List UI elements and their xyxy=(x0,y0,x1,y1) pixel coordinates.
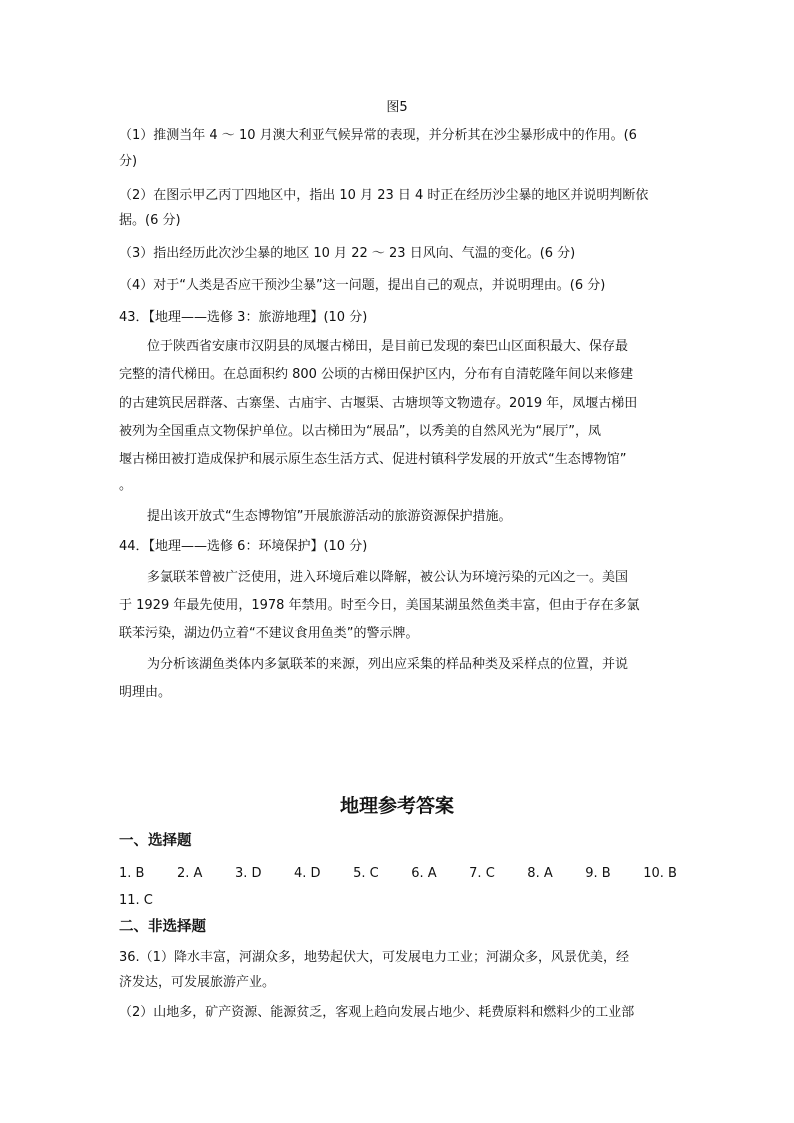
q43-task: 提出该开放式“生态博物馆”开展旅游活动的旅游资源保护措施。 xyxy=(147,509,512,524)
q42-1-line2: 分) xyxy=(119,154,138,169)
mc-answer: 10. B xyxy=(643,866,677,881)
q43-para-line: 位于陕西省安康市汉阴县的凤堰古梯田，是目前已发现的秦巴山区面积最大、保存最 xyxy=(147,339,629,354)
section-heading: 一、选择题 xyxy=(119,833,192,849)
mc-answer: 11. C xyxy=(119,893,153,908)
q43-para-line: 堰古梯田被打造成保护和展示原生态生活方式、促进村镇科学发展的开放式“生态博物馆” xyxy=(119,452,627,467)
q43-para-line: 。 xyxy=(119,478,133,493)
section-heading: 二、非选择题 xyxy=(119,919,206,935)
mc-answer: 7. C xyxy=(469,866,495,881)
q42-3: （3）指出经历此次沙尘暴的地区 10 月 22 ～ 23 日风向、气温的变化。(6 分) xyxy=(119,246,576,261)
mc-answer: 1. B xyxy=(119,866,145,881)
q42-4: （4）对于“人类是否应干预沙尘暴”这一问题，提出自己的观点，并说明理由。(6 分) xyxy=(119,278,606,293)
q44-heading: 44．【地理——选修 6：环境保护】(10 分) xyxy=(119,539,368,554)
q44-task-line: 明理由。 xyxy=(119,685,172,700)
mc-answer: 2. A xyxy=(176,866,203,881)
q43-heading: 43．【地理——选修 3：旅游地理】(10 分) xyxy=(119,310,368,325)
mc-answer: 6. A xyxy=(411,866,437,881)
mc-answers-row xyxy=(119,864,677,884)
mc-answer: 8. A xyxy=(527,866,553,881)
q44-para-line: 于 1929 年最先使用，1978 年禁用。时至今日，美国某湖虽然鱼类丰富，但由于存在多氯 xyxy=(119,598,640,613)
q42-2-line2: 据。(6 分) xyxy=(119,213,181,228)
q43-para-line: 被列为全国重点文物保护单位。以古梯田为“展品”，以秀美的自然风光为“展厅”，凤 xyxy=(119,424,601,439)
answer-36-1-line1: 36.（1）降水丰富，河湖众多，地势起伏大，可发展电力工业；河湖众多，风景优美，经 xyxy=(119,950,629,965)
mc-answer: 4. D xyxy=(294,866,321,881)
mc-answer: 5. C xyxy=(353,866,379,881)
mc-answer: 9. B xyxy=(585,866,611,881)
mc-answer: 3. D xyxy=(234,866,262,881)
q42-1-line1: （1）推测当年 4 ～ 10 月澳大利亚气候异常的表现，并分析其在沙尘暴形成中的作用。(6 xyxy=(119,128,637,143)
q44-para-line: 多氯联苯曾被广泛使用，进入环境后难以降解，被公认为环境污染的元凶之一。美国 xyxy=(147,570,629,585)
figure-caption: 图5 xyxy=(386,100,408,115)
answer-36-1-line2: 济发达，可发展旅游产业。 xyxy=(119,975,276,990)
answer-36-2-line1: （2）山地多，矿产资源、能源贫乏，客观上趋向发展占地少、耗费原料和燃料少的工业部 xyxy=(119,1005,635,1020)
q43-para-line: 完整的清代梯田。在总面积约 800 公顷的古梯田保护区内，分布有自清乾隆年间以来修建 xyxy=(119,367,634,382)
answers-title: 地理参考答案 xyxy=(339,795,454,817)
q44-task-line: 为分析该湖鱼类体内多氯联苯的来源，列出应采集的样品种类及采样点的位置，并说 xyxy=(147,657,629,672)
q43-para-line: 的古建筑民居群落、古寨堡、古庙宇、古堰渠、古塘坝等文物遗存。2019 年，凤堰古梯田 xyxy=(119,396,638,411)
q42-2-line1: （2）在图示甲乙丙丁四地区中，指出 10 月 23 日 4 时正在经历沙尘暴的地区并说明判断依 xyxy=(119,188,649,203)
q44-para-line: 联苯污染，湖边仍立着“不建议食用鱼类”的警示牌。 xyxy=(119,626,419,641)
